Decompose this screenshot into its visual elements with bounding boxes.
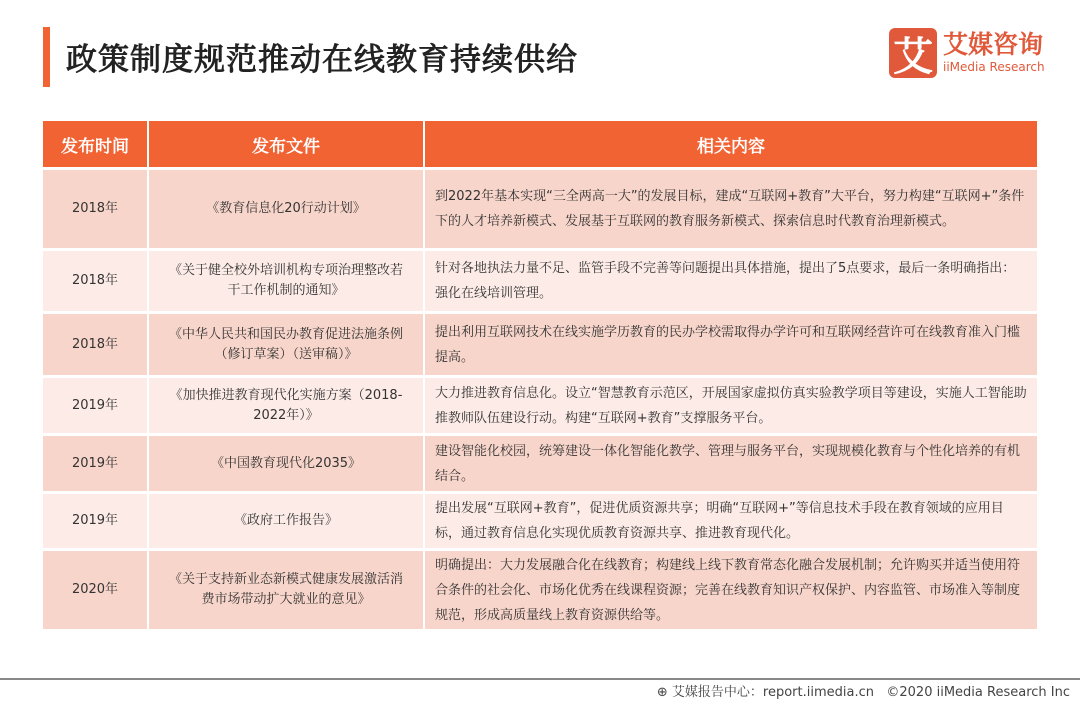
title-accent-bar (43, 27, 50, 87)
footer-source: 艾媒报告中心：report.iimedia.cn (671, 685, 874, 700)
row-document: 《政府工作报告》 (149, 494, 423, 548)
row-year: 2018年 (43, 251, 147, 311)
row-document: 《中国教育现代化2035》 (149, 436, 423, 491)
globe-icon: ⊕ (656, 685, 668, 700)
table-row (43, 170, 1037, 248)
row-content: 建设智能化校园，统筹建设一体化智能化教学、管理与服务平台，实现规模化教育与个性化培养的有机结合。 (425, 436, 1037, 491)
table-row (43, 251, 1037, 311)
row-year: 2019年 (43, 494, 147, 548)
row-document: 《关于支持新业态新模式健康发展激活消费市场带动扩大就业的意见》 (149, 551, 423, 629)
footer-copyright: ©2020 iiMedia Research Inc (886, 685, 1070, 700)
table-row (43, 551, 1037, 629)
table-row (43, 494, 1037, 548)
header-document: 发布文件 (149, 121, 423, 167)
table-row (43, 378, 1037, 433)
row-content: 针对各地执法力量不足、监管手段不完善等问题提出具体措施，提出了5点要求，最后一条明确指出：强化在线培训管理。 (425, 251, 1037, 311)
table-row (43, 314, 1037, 375)
iimedia-logo (889, 28, 1045, 78)
policy-table (41, 118, 1039, 632)
footer (657, 681, 1070, 700)
row-year: 2018年 (43, 170, 147, 248)
footer-divider (0, 678, 1080, 680)
row-year: 2019年 (43, 378, 147, 433)
table-row (43, 436, 1037, 491)
row-year: 2020年 (43, 551, 147, 629)
header-content: 相关内容 (425, 121, 1037, 167)
row-document: 《关于健全校外培训机构专项治理整改若干工作机制的通知》 (149, 251, 423, 311)
row-content: 到2022年基本实现“三全两高一大”的发展目标，建成“互联网+教育”大平台，努力构建“互联网+”条件下的人才培养新模式、发展基于互联网的教育服务新模式、探索信息时代教育治理新模式。 (425, 170, 1037, 248)
logo-en: iiMedia Research (943, 60, 1045, 74)
row-content: 明确提出：大力发展融合化在线教育；构建线上线下教育常态化融合发展机制；允许购买并适当使用符合条件的社会化、市场化优秀在线课程资源；完善在线教育知识产权保护、内容监管、市场准入等制度规范，形成高质量线上教育资源供给等。 (425, 551, 1037, 629)
page-title: 政策制度规范推动在线教育持续供给 (66, 42, 578, 78)
row-year: 2018年 (43, 314, 147, 375)
header-year: 发布时间 (43, 121, 147, 167)
row-document: 《中华人民共和国民办教育促进法施条例（修订草案）（送审稿）》 (149, 314, 423, 375)
row-year: 2019年 (43, 436, 147, 491)
logo-cn: 艾媒咨询 (943, 30, 1044, 59)
row-content: 提出利用互联网技术在线实施学历教育的民办学校需取得办学许可和互联网经营许可在线教育准入门槛提高。 (425, 314, 1037, 375)
row-document: 《教育信息化20行动计划》 (149, 170, 423, 248)
row-content: 提出发展“互联网+教育”，促进优质资源共享；明确“互联网+”等信息技术手段在教育领域的应用目标，通过教育信息化实现优质教育资源共享、推进教育现代化。 (425, 494, 1037, 548)
row-content: 大力推进教育信息化。设立“智慧教育示范区，开展国家虚拟仿真实验教学项目等建设，实施人工智能助推教师队伍建设行动。构建“互联网+教育”支撑服务平台。 (425, 378, 1037, 433)
row-document: 《加快推进教育现代化实施方案（2018-2022年）》 (149, 378, 423, 433)
logo-mark: 艾 (889, 28, 937, 78)
